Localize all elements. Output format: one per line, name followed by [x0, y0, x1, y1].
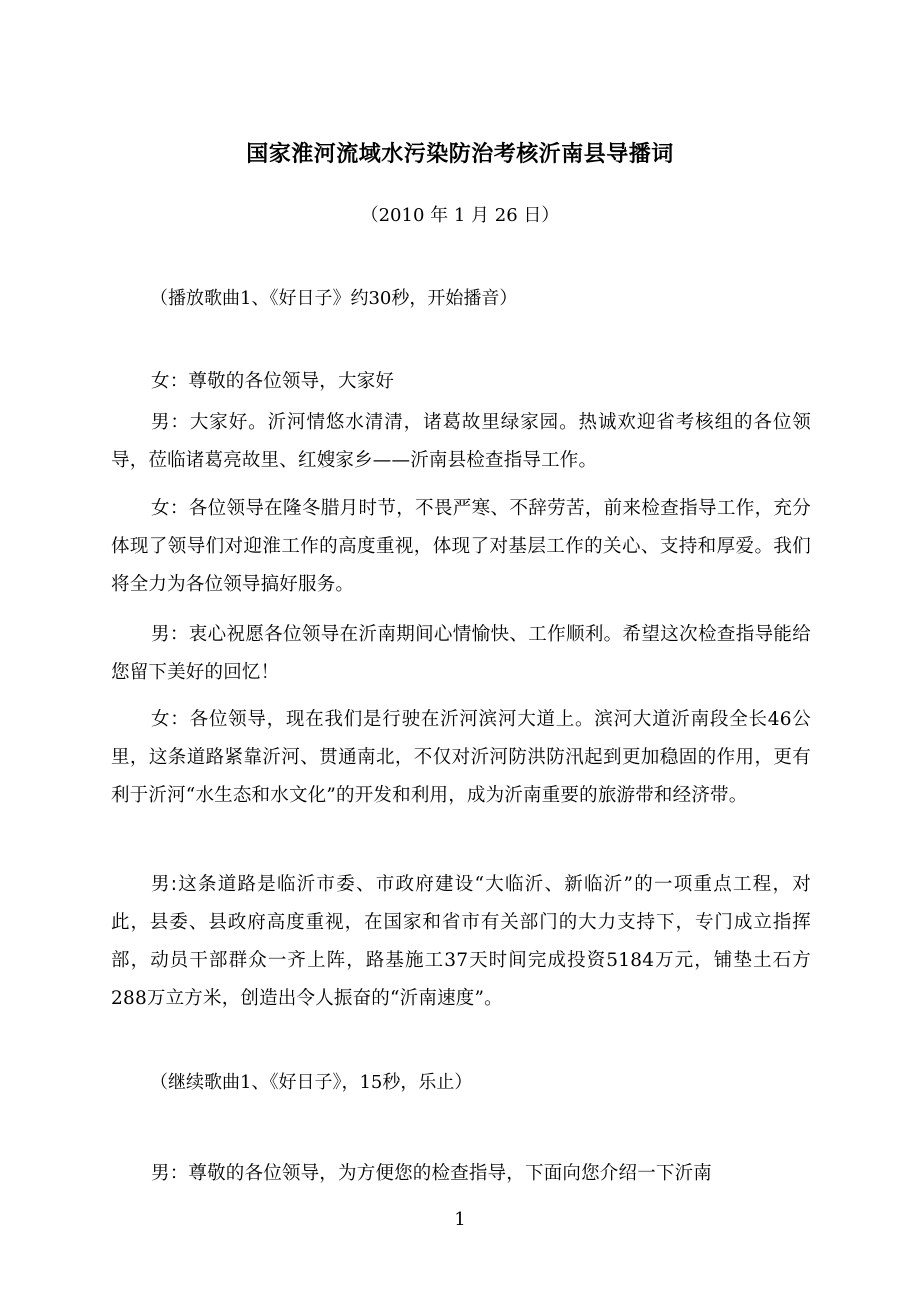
- dialogue-paragraph: [111, 490, 811, 604]
- paragraph-text: 衷心祝愿各位领导在沂南期间心情愉快、工作顺利。希望这次检查指导能给您留下美好的回忆！: [111, 624, 811, 683]
- dialogue-paragraph: [111, 363, 811, 401]
- speaker-label: 女：: [151, 709, 190, 730]
- speaker-label: 男：: [151, 412, 190, 433]
- dialogue-paragraph: [111, 701, 811, 815]
- dialogue-paragraph: [111, 866, 811, 1018]
- stage-direction: （继续歌曲1、《好日子》，15秒，乐止）: [150, 1072, 473, 1093]
- speaker-label: 女：: [151, 498, 189, 519]
- speaker-label: 男:: [151, 874, 178, 895]
- paragraph-text: 尊敬的各位领导，大家好: [188, 371, 395, 392]
- speaker-label: 男：: [151, 624, 189, 645]
- page-number: 1: [454, 1209, 466, 1230]
- paragraph-text: 尊敬的各位领导，为方便您的检查指导，下面向您介绍一下沂南: [188, 1163, 713, 1184]
- dialogue-paragraph: [111, 1155, 811, 1193]
- paragraph-text: 各位领导，现在我们是行驶在沂河滨河大道上。滨河大道沂南段全长46公里，这条道路紧靠沂河、贯通南北，不仅对沂河防洪防汛起到更加稳固的作用，更有利于沂河“水生态和水文化”的开发和利用，成为沂南重要的旅游带和经济带。: [111, 709, 811, 806]
- document-title: 国家淮河流域水污染防治考核沂南县导播词: [246, 142, 674, 167]
- speaker-label: 男：: [151, 1163, 189, 1184]
- paragraph-text: 大家好。沂河情悠水清清，诸葛故里绿家园。热诚欢迎省考核组的各位领导，莅临诸葛亮故里、红嫂家乡——沂南县检查指导工作。: [111, 412, 811, 471]
- speaker-label: 女：: [151, 371, 189, 392]
- dialogue-paragraph: [111, 616, 811, 692]
- dialogue-paragraph: [111, 404, 811, 480]
- paragraph-text: 这条道路是临沂市委、市政府建设“大临沂、新临沂”的一项重点工程，对此，县委、县政府高度重视，在国家和省市有关部门的大力支持下，专门成立指挥部，动员干部群众一齐上阵，路基施工37天时间完成投资5184万元，铺垫土石方288万立方米，创造出令人振奋的“沂南速度”。: [111, 874, 811, 1009]
- document-date: （2010 年 1 月 26 日）: [360, 205, 560, 226]
- paragraph-text: 各位领导在隆冬腊月时节，不畏严寒、不辞劳苦，前来检查指导工作，充分体现了领导们对迎淮工作的高度重视，体现了对基层工作的关心、支持和厚爱。我们将全力为各位领导搞好服务。: [111, 498, 811, 595]
- stage-direction: （播放歌曲1、《好日子》约30秒，开始播音）: [150, 288, 518, 309]
